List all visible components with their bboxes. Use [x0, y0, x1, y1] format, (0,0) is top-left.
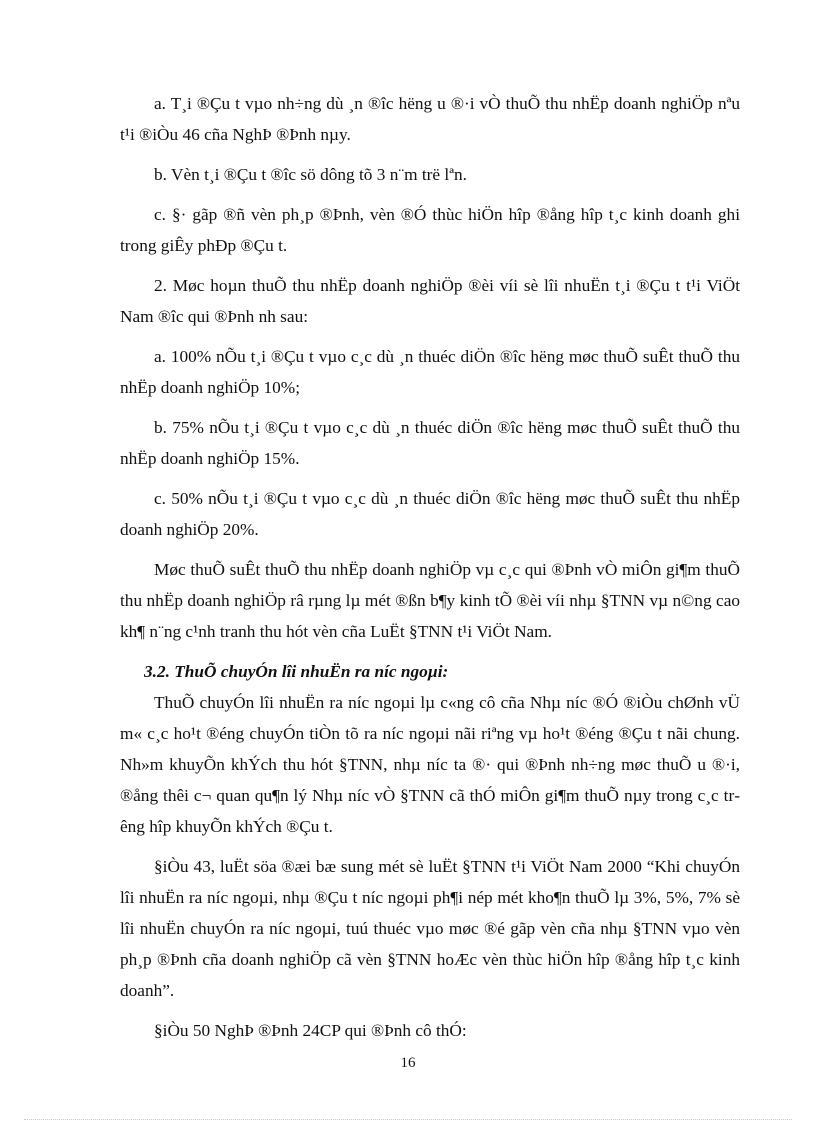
paragraph-article-50: §iÒu 50 NghÞ ®Þnh 24CP qui ®Þnh cô thÓ:: [154, 1021, 467, 1040]
paragraph-transfer-tax: ThuÕ chuyÓn lîi nhuËn ra níc ngoµi lµ c«ng cô cña Nhµ níc ®Ó ®iÒu chØnh vÜ m« c¸c ho¹t ®éng chuyÓn tiÒn tõ ra níc ngoµi nãi riªng vµ ho¹t ®éng ®Çu t nãi chung. Nh»m khuyÕn khÝch thu hót §TNN, nhµ níc ta ®· qui ®Þnh nh÷ng møc thuÕ u ®·i, ®ång thêi c¬ quan qu¶n lý Nhµ níc vÒ §TNN cã thÓ miÔn gi¶m thuÕ nµy trong c¸c trêng hîp khuyÕn khÝch ®Çu t.: [120, 693, 745, 836]
paragraph-refund-100: a. 100% nÕu t¸i ®Çu t vµo c¸c dù ¸n thuéc diÖn ®îc hëng møc thuÕ suÊt thuÕ thu nhËp doanh nghiÖp 10%;: [120, 347, 745, 397]
paragraph-capital-contributed: c. §· gãp ®ñ vèn ph¸p ®Þnh, vèn ®Ó thùc hiÖn hîp ®ång hîp t¸c kinh doanh ghi trong giÊy phÐp ®Çu t.: [120, 205, 745, 255]
paragraph-reinvest-duration: b. Vèn t¸i ®Çu t ®îc sö dông tõ 3 n¨m trë lªn.: [154, 165, 467, 184]
body-text: [120, 88, 745, 1055]
paragraph-reinvest-projects: a. T¸i ®Çu t vµo nh÷ng dù ¸n ®îc hëng u ®·i vÒ thuÕ thu nhËp doanh nghiÖp nªu t¹i ®iÒu 46 cña NghÞ ®Þnh nµy.: [120, 94, 745, 144]
page-number: 16: [400, 1055, 416, 1071]
page-bottom-divider: [24, 1119, 792, 1120]
paragraph-refund-75: b. 75% nÕu t¸i ®Çu t vµo c¸c dù ¸n thuéc diÖn ®îc hëng møc thuÕ suÊt thuÕ thu nhËp doanh nghiÖp 15%.: [120, 418, 745, 468]
paragraph-tax-lever: Møc thuÕ suÊt thuÕ thu nhËp doanh nghiÖp vµ c¸c qui ®Þnh vÒ miÔn gi¶m thuÕ thu nhËp doanh nghiÖp râ rµng lµ mét ®ßn b¶y kinh tÕ ®èi víi nhµ §TNN vµ n©ng cao kh¶ n¨ng c¹nh tranh thu hót vèn cña LuËt §TNN t¹i ViÖt Nam.: [120, 560, 745, 641]
paragraph-refund-levels: 2. Møc hoµn thuÕ thu nhËp doanh nghiÖp ®èi víi sè lîi nhuËn t¸i ®Çu t t¹i ViÖt Nam ®îc qui ®Þnh nh sau:: [120, 276, 745, 326]
paragraph-article-43: §iÒu 43, luËt söa ®æi bæ sung mét sè luËt §TNN t¹i ViÖt Nam 2000 “Khi chuyÓn lîi nhuËn ra níc ngoµi, nhµ ®Çu t níc ngoµi ph¶i nép mét kho¶n thuÕ lµ 3%, 5%, 7% sè lîi nhuËn chuyÓn ra níc ngoµi, tuú thuéc vµo møc ®é gãp vèn cña nhµ §TNN vµo vèn ph¸p ®Þnh cña doanh nghiÖp cã vèn §TNN hoÆc vèn thùc hiÖn hîp ®ång hîp t¸c kinh doanh”.: [120, 857, 745, 1000]
paragraph-refund-50: c. 50% nÕu t¸i ®Çu t vµo c¸c dù ¸n thuéc diÖn ®îc hëng møc thuÕ suÊt thu nhËp doanh nghiÖp 20%.: [120, 489, 745, 539]
section-heading: 3.2. ThuÕ chuyÓn lîi nhuËn ra níc ngoµi:: [144, 662, 449, 681]
